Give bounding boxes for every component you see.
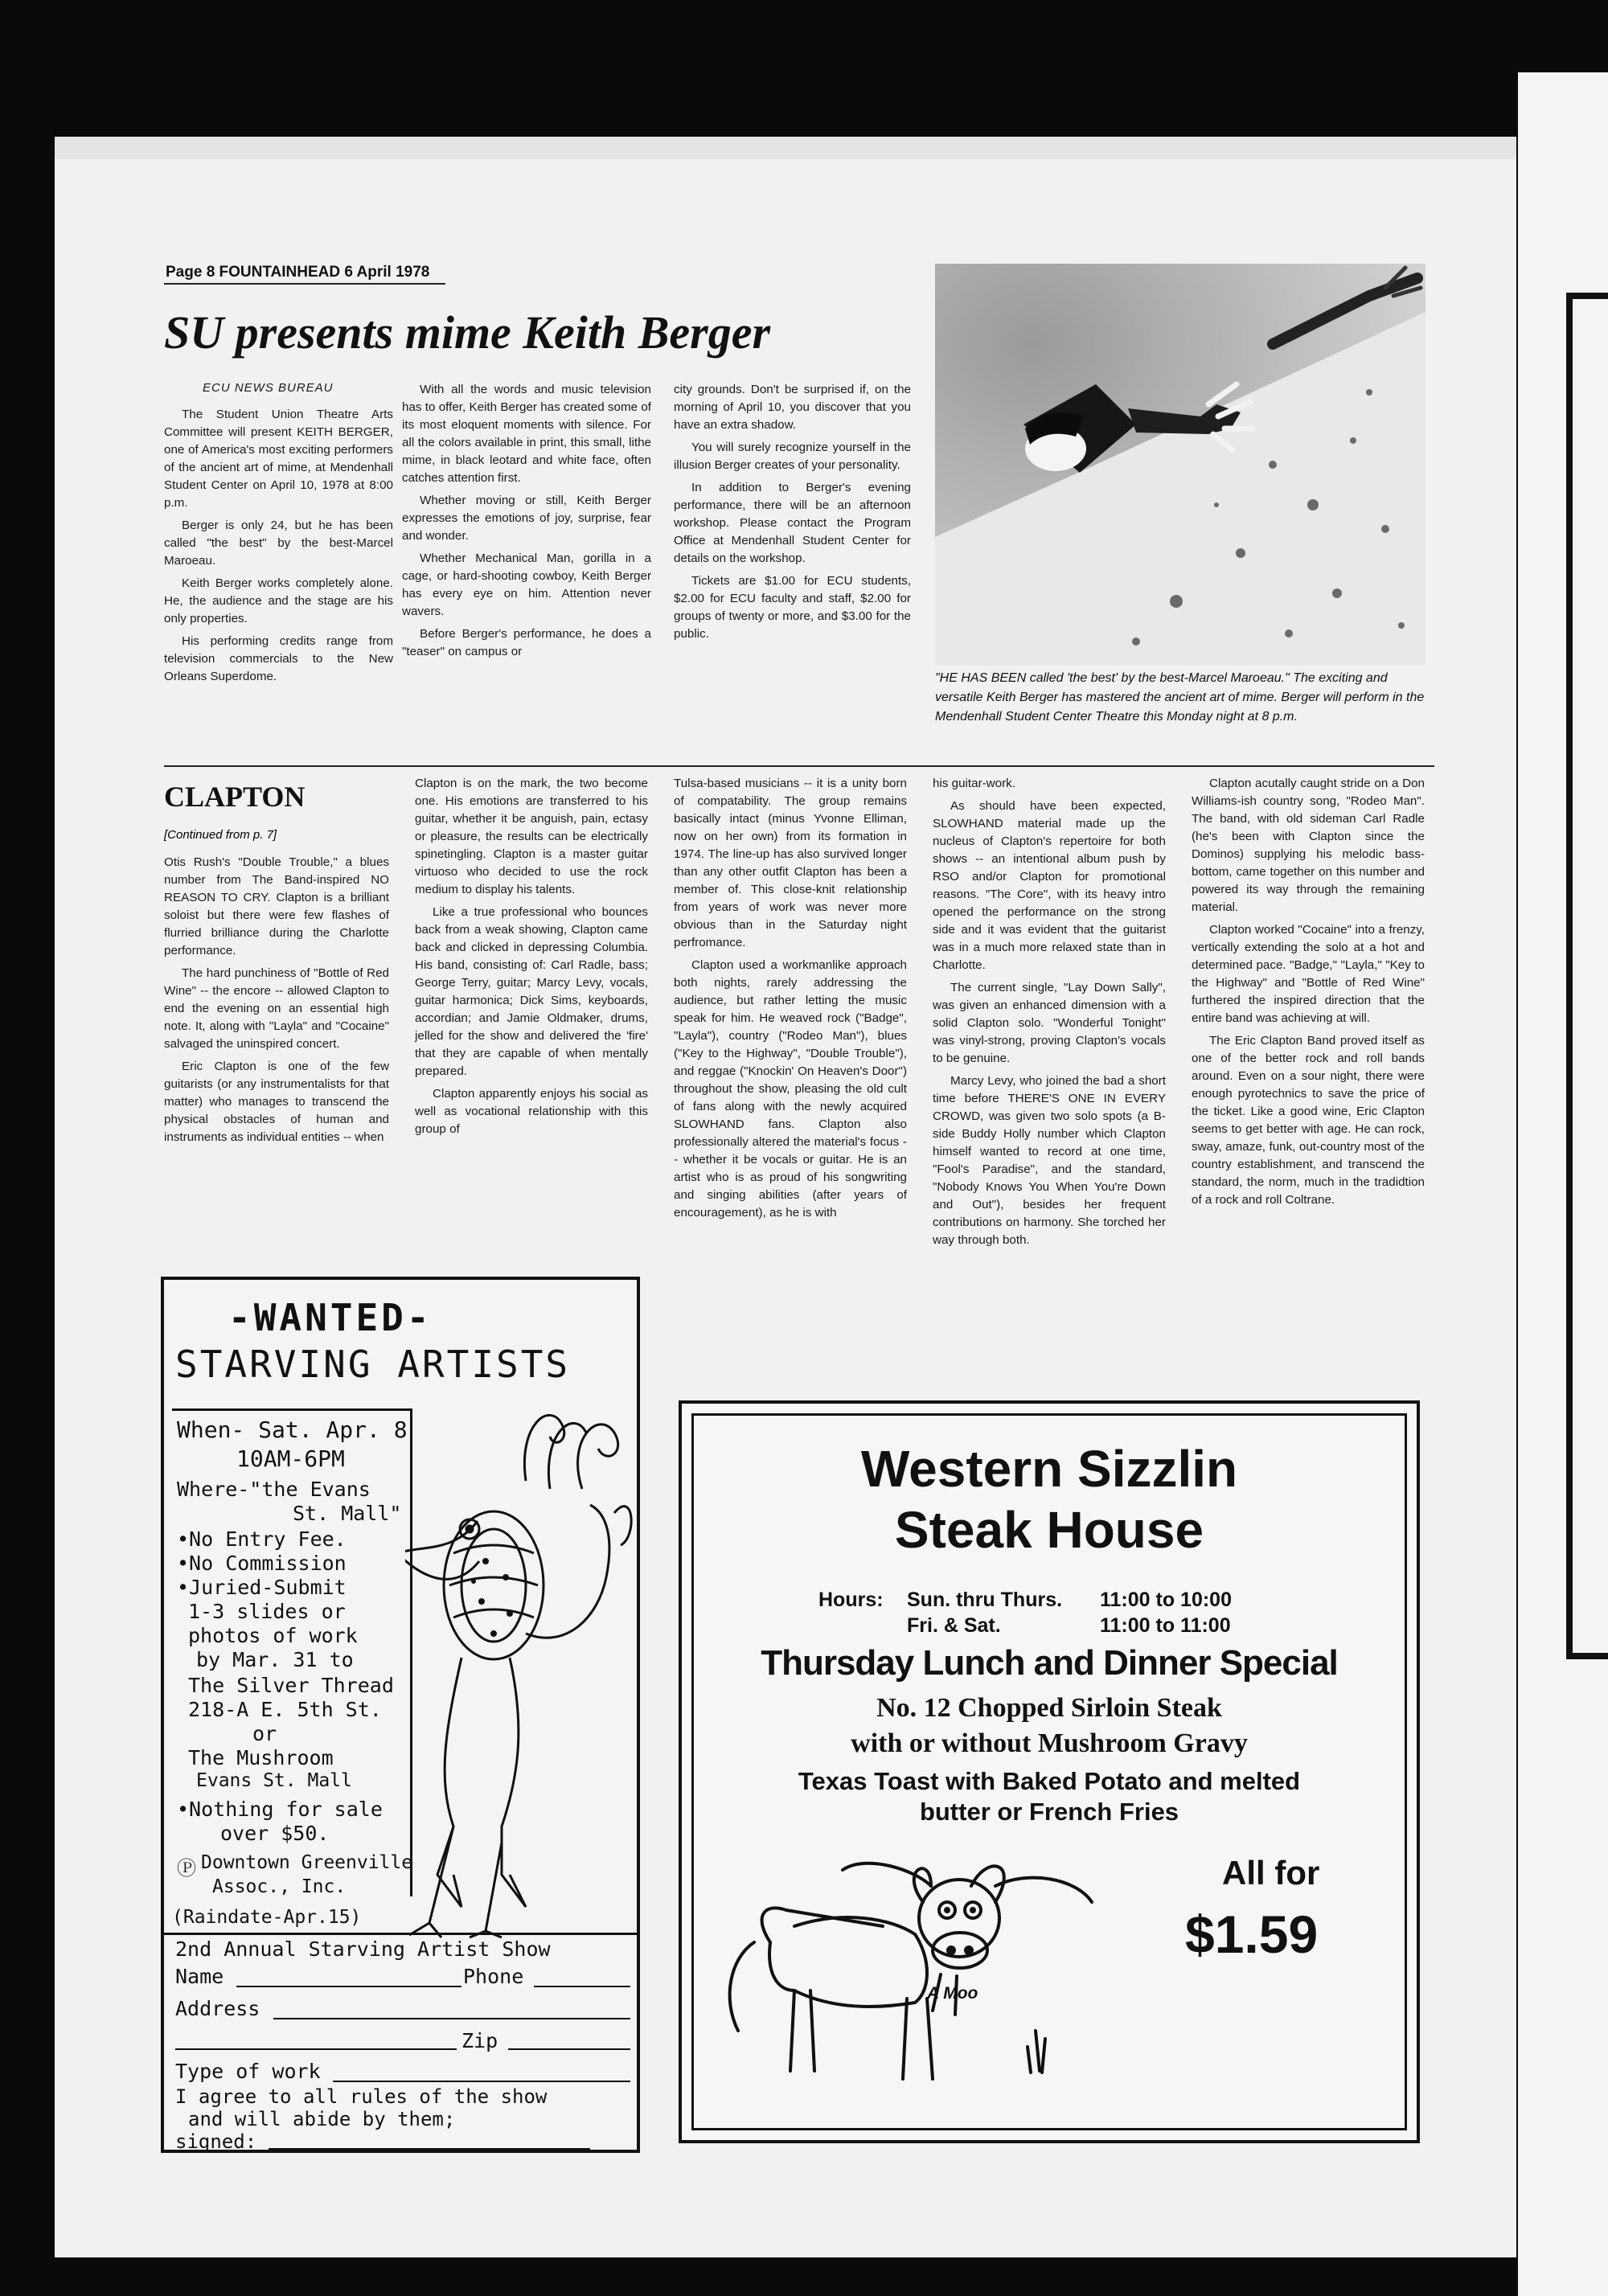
signed-label: signed: [175,2130,257,2153]
continued-from: [Continued from p. 7] [164,828,277,842]
name-field[interactable] [236,1986,461,1987]
hours-time-1: 11:00 to 10:00 [1100,1589,1232,1611]
dish-line-2: with or without Mushroom Gravy [851,1728,1248,1758]
clapton-column-2 [415,775,648,1270]
mime-paragraph: With all the words and music television has to offer, Keith Berger has created some of its most eloquent moments with silence. For all the colors available in print, this small, lithe mime, in black leotard and white face, often catches attention first. [402,383,651,485]
special-title: Thursday Lunch and Dinner Special [761,1643,1338,1683]
starving-artists-ad [161,1277,640,2153]
clapton-column-5 [1192,775,1425,1394]
shop-line-1: The Silver Thread [188,1674,394,1697]
price: $1.59 [1185,1904,1319,1964]
restaurant-name-line-1: Western Sizzlin [860,1440,1238,1498]
shop-line-3: The Mushroom [188,1746,334,1769]
work-field[interactable] [333,2081,630,2082]
deadline-line: by Mar. 31 to [196,1648,354,1671]
when-line-2: 10AM-6PM [236,1445,345,1472]
mime-photo [935,264,1425,666]
agree-line-1: I agree to all rules of the show [175,2085,548,2108]
dish-line-1: No. 12 Chopped Sirloin Steak [876,1693,1222,1723]
sponsor-line-1: Downtown Greenville [201,1852,413,1873]
hours-time-2: 11:00 to 11:00 [1100,1614,1231,1637]
clapton-paragraph: Marcy Levy, who joined the bad a short time before THERE'S ONE IN EVERY CROWD, was given two solo spots (a B-side Buddy Holly number which Clapton himself wanted to record at one time, "Fool's Paradise", and the standard, "Nobody Knows You When You're Down and Out"), besides her frequent contributions on harmony. She torched her way through both. [933,1074,1166,1247]
mime-paragraph: Before Berger's performance, he does a "teaser" on campus or [402,627,651,658]
work-label: Type of work [175,2060,321,2083]
clapton-paragraph: his guitar-work. [933,777,1015,790]
sponsor-line-2: Assoc., Inc. [212,1876,347,1897]
mime-column-2 [402,381,651,759]
cow-drawing-icon [722,1838,1100,2103]
address-field[interactable] [273,2018,630,2019]
mime-paragraph: In addition to Berger's evening performance, there will be an afternoon workshop. Please contact the Program Office at Mendenhall Student Center for details on the workshop. [674,481,911,565]
western-sizzlin-ad [679,1400,1420,2143]
ostrich-drawing-icon [405,1392,638,1939]
mime-paragraph: Keith Berger works completely alone. He, the audience and the stage are his only properties. [164,576,393,625]
hours-days-1: Sun. thru Thurs. [907,1589,1063,1611]
juried-line: •Juried-Submit [177,1576,347,1599]
slides-line: 1-3 slides or [188,1600,346,1623]
mime-paragraph: city grounds. Don't be surprised if, on the morning of April 10, you discover that you have an extra shadow. [674,383,911,432]
clapton-paragraph: Clapton apparently enjoys his social as well as vocational relationship with this group of [415,1087,648,1136]
page-top-edge [55,137,1516,161]
clapton-paragraph: Like a true professional who bounces back from a weak showing, Clapton came back and clicked in depressing Columbia. His band, consisting of: Carl Radle, bass; George Terry, guitar; Marcy Levy, vocals, guitar harmonica; Dick Sims, keyboards, accordian; and Jamie Oldmaker, drums, jelled for the show and delivered the 'fire' that they are capable of when mentally prepared. [415,905,648,1078]
form-divider [164,1933,637,1935]
sponsor-logo-icon: Ⓟ [177,1857,196,1880]
mime-paragraph: Whether Mechanical Man, gorilla in a cage, or hard-shooting cowboy, Keith Berger has every eye on him. Attention never wavers. [402,551,651,618]
side-line-1: Texas Toast with Baked Potato and melted [798,1767,1301,1795]
clapton-paragraph: As should have been expected, SLOWHAND material made up the nucleus of Clapton's repertoire for both shows -- an intentional album push by RSO and/or Clapton for promotional reasons. "The Core", with its heavy intro opened the performance on the strong side and it was evident that the guitarist was in a much more relaxed state than in Charlotte. [933,799,1166,972]
or-line: or [252,1722,277,1745]
side-line-2: butter or French Fries [919,1798,1179,1826]
clapton-paragraph: Clapton used a workmanlike approach both nights, rarely addressing the audience, but rather letting the music speak for him. He weaved rock ("Badge", "Layla"), country ("Rodeo Man"), blues ("Key to the Highway", "Double Trouble"), and reggae ("Knockin' On Heaven's Door") throughout the show, pleasing the old cult of fans along with the newly acquired SLOWHAND fans. Clapton also professionally altered the material's focus -- whether it be vocals or guitar. He is an artist who is as proud of his songwriting and singing abilities (after years of encouragement), as he is with [674,958,907,1220]
where-line-2: St. Mall" [293,1502,402,1525]
mime-column-1 [164,381,393,759]
when-line-1: When- Sat. Apr. 8 [177,1417,408,1443]
clapton-paragraph: Clapton is on the mark, the two become one. His emotions are transferred to his guitar, whether it be anguish, pain, ectasy or pleasure, the results can be electrically spinetingling. Clapton is a master guitar virtuoso who decided to use the rock medium to display his talents. [415,777,648,896]
clapton-headline: CLAPTON [164,781,306,813]
address-field-2[interactable] [175,2048,457,2050]
page-folio: Page 8 FOUNTAINHEAD 6 April 1978 [166,264,430,281]
where-line-1: Where-"the Evans [177,1478,371,1501]
clapton-paragraph: The hard punchiness of "Bottle of Red Wine" -- the encore -- allowed Clapton to end the evening on an essential high note. It, along with "Layla" and "Cocaine" salvaged the uninspired concert. [164,966,389,1051]
entry-fee-line: •No Entry Fee. [177,1527,347,1551]
mime-paragraph: Tickets are $1.00 for ECU students, $2.00 for ECU faculty and staff, $2.00 for groups of twenty or more, and $3.00 for the public. [674,574,911,641]
mime-paragraph: His performing credits range from television commercials to the New Orleans Superdome. [164,634,393,683]
clapton-paragraph: Clapton worked "Cocaine" into a frenzy, vertically extending the solo at a hot and determined pace. "Badge," "Layla," "Key to the Highway" and "Bottle of Red Wine" furthered the inspired direction that the entire band was achieving at will. [1192,923,1425,1025]
clapton-paragraph: Clapton acutally caught stride on a Don Williams-ish country song, "Rodeo Man". The band, with old sideman Carl Radle (he's been with Clapton since the Dominos) supplying his melodic bass-bottom, came together on this number and powered its way through the remaining material. [1192,777,1425,914]
signature-field[interactable] [269,2148,590,2150]
clapton-paragraph: Eric Clapton is one of the few guitarists (or any instrumentalists for that matter) who manages to transcend the physical obstacles of human and instruments as individual entities -- when [164,1060,389,1144]
zip-label: Zip [461,2029,498,2052]
shop-line-2: 218-A E. 5th St. [188,1698,382,1721]
restaurant-name-line-2: Steak House [894,1501,1204,1559]
mime-paragraph: Berger is only 24, but he has been called "the best" by the best-Marcel Maroeau. [164,519,393,568]
all-for-label: All for [1222,1854,1320,1892]
adjacent-page-border [1566,293,1608,1659]
hours-label: Hours: [818,1589,884,1611]
wanted-title: -WANTED- [228,1296,433,1339]
mime-byline: ECU NEWS BUREAU [203,381,334,395]
clapton-column-4 [933,775,1166,1394]
form-title: 2nd Annual Starving Artist Show [175,1937,551,1961]
clapton-paragraph: The Eric Clapton Band proved itself as one of the better rock and roll bands around. Even on a sour night, there were enough pyrotechnics to save the price of the ticket. Like a good wine, Eric Clapton seems to get better with age. He can rock, sway, amaze, funk, out-country most of the country establishment, and transcend the standard, the norm, much in the tradidtion of a rock and roll Coltrane. [1192,1034,1425,1207]
nothing-line-1: •Nothing for sale [177,1798,383,1821]
clapton-paragraph: Tulsa-based musicians -- it is a unity born of compatability. The group remains basically intact (minus Yvonne Elliman, now on her own) from its formation in 1974. The line-up has also survived longer than any other outfit Clapton has been a member of. This close-knit relationship from years of work was never more obvious than in the Saturday night perfromance. [674,777,907,949]
section-divider [164,765,1434,767]
commission-line: •No Commission [177,1552,347,1575]
folio-rule [164,283,445,285]
photo-caption: "HE HAS BEEN called 'the best' by the best-Marcel Maroeau." The exciting and versatile Keith Berger has mastered the ancient art of mime. Berger will perform in the Mendenhall Student Center Theatre this Monday night at 8 p.m. [935,671,1425,724]
raindate-line: (Raindate-Apr.15) [172,1907,362,1928]
clapton-paragraph: Otis Rush's "Double Trouble," a blues number from The Band-inspired NO REASON TO CRY. Clapton is a brilliant soloist but there were few flashes of flurried brilliance during the Charlotte performance. [164,855,389,957]
nothing-line-2: over $50. [220,1822,330,1845]
zip-field[interactable] [508,2048,630,2050]
phone-label: Phone [463,1965,524,1988]
hours-days-2: Fri. & Sat. [907,1614,1001,1637]
mime-headline: SU presents mime Keith Berger [164,306,771,359]
mime-paragraph: Whether moving or still, Keith Berger expresses the emotions of joy, surprise, fear and wonder. [402,494,651,543]
mime-paragraph: The Student Union Theatre Arts Committee will present KEITH BERGER, one of America's most exciting performers of the ancient art of mime, at Mendenhall Student Center on April 10, 1978 at 8:00 p.m. [164,408,393,510]
clapton-paragraph: The current single, "Lay Down Sally", was given an enhanced dimension with a solid Clapton solo. "Wonderful Tonight" was vinyl-strong, proving Clapton's vocals to be genuine. [933,981,1166,1065]
mime-column-3 [674,381,911,759]
clapton-column-3 [674,775,907,1394]
mime-paragraph: You will surely recognize yourself in the illusion Berger creates of your personality. [674,441,911,472]
address-label: Address [175,1997,260,2020]
phone-field[interactable] [534,1986,630,1987]
photos-line: photos of work [188,1624,358,1647]
agree-line-2: and will abide by them; [188,2108,456,2130]
clapton-column-1 [164,854,389,1270]
name-label: Name [175,1965,224,1988]
shop-line-4: Evans St. Mall [196,1770,352,1791]
mime-photo-drawing [935,264,1425,666]
moo-text: A Moo [927,1984,978,2003]
wanted-subtitle: STARVING ARTISTS [175,1343,571,1386]
